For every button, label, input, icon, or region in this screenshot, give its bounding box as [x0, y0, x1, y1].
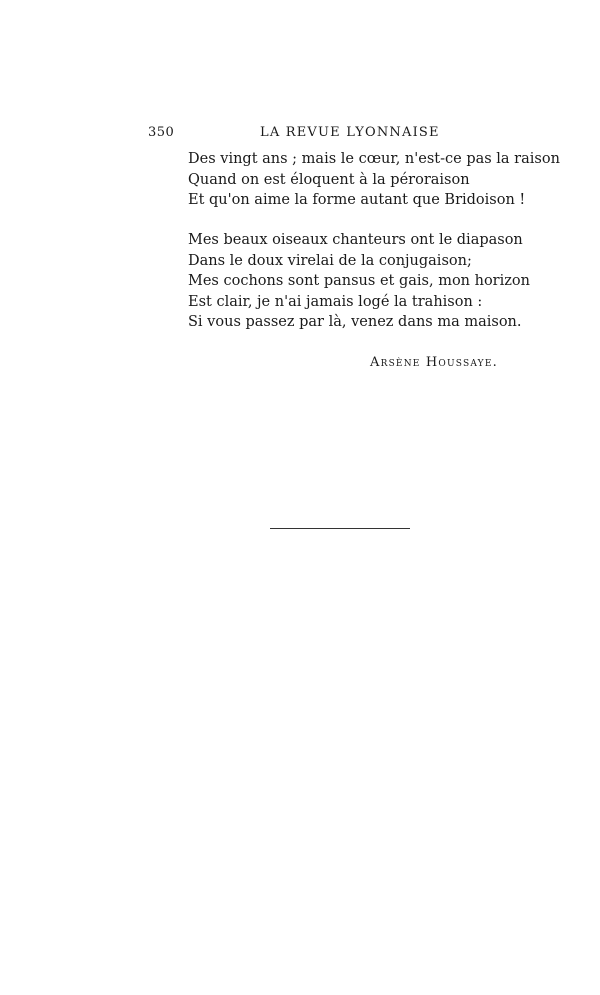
stanza-1 [188, 149, 560, 211]
section-end-rule [270, 528, 410, 529]
verse-line: Est clair, je n'ai jamais logé la trahison : [188, 293, 483, 310]
page-number: 350 [148, 125, 175, 140]
verse-line: Des vingt ans ; mais le cœur, n'est-ce pas la raison [188, 151, 560, 167]
author-signature: Arsène Houssaye. [370, 355, 498, 370]
running-title: LA REVUE LYONNAISE [260, 125, 440, 140]
verse-line: Mes beaux oiseaux chanteurs ont le diapason [188, 232, 523, 248]
verse-line: Si vous passez par là, venez dans ma maison. [188, 314, 522, 330]
verse-line: Quand on est éloquent à la péroraison [188, 171, 470, 188]
stanza-2 [188, 230, 530, 333]
verse-line: Dans le doux virelai de la conjugaison; [188, 252, 472, 269]
verse-line: Mes cochons sont pansus et gais, mon horizon [188, 273, 530, 289]
verse-line: Et qu'on aime la forme autant que Bridoison ! [188, 192, 526, 208]
